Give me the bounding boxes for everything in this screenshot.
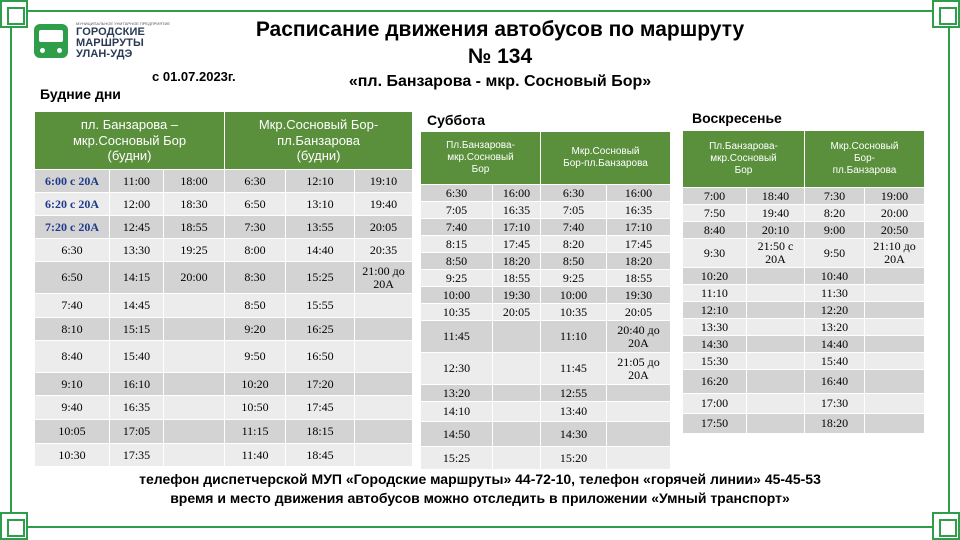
table-cell: [865, 285, 925, 302]
table-cell: 15:40: [110, 341, 164, 373]
table-cell: 12:55: [541, 385, 607, 402]
table-cell: 9:25: [541, 270, 607, 287]
weekday-header-return: Мкр.Сосновый Бор- пл.Банзарова (будни): [225, 112, 413, 170]
table-cell: 11:40: [225, 444, 286, 467]
logo-subtitle: МУНИЦИПАЛЬНОЕ УНИТАРНОЕ ПРЕДПРИЯТИЕ: [76, 21, 171, 26]
logo-line-2: МАРШРУТЫ: [76, 37, 144, 49]
sunday-label: Воскресенье: [692, 110, 782, 126]
table-cell: [607, 385, 671, 402]
table-cell: [747, 414, 805, 434]
table-cell: 14:10: [421, 402, 493, 422]
table-cell: 17:50: [683, 414, 747, 434]
table-cell: 8:50: [541, 253, 607, 270]
table-cell: 8:20: [541, 236, 607, 253]
table-cell: [355, 396, 413, 420]
table-cell: [493, 422, 541, 447]
table-row: [35, 341, 413, 373]
table-row: [421, 353, 671, 385]
table-cell: 20:05: [493, 304, 541, 321]
table-cell: 15:20: [541, 447, 607, 470]
table-cell: [355, 444, 413, 467]
table-row: [35, 239, 413, 262]
table-cell: 19:40: [747, 205, 805, 222]
table-cell: 18:45: [286, 444, 355, 467]
table-cell: 16:20: [683, 370, 747, 394]
table-cell: [164, 294, 225, 318]
table-cell: 6:30: [541, 185, 607, 202]
logo-line-3: УЛАН-УДЭ: [76, 48, 133, 60]
table-cell: 15:30: [683, 353, 747, 370]
table-cell: [747, 370, 805, 394]
table-cell: 14:15: [110, 262, 164, 294]
table-row: [421, 304, 671, 321]
frame-corner-bottom-left: [0, 512, 28, 540]
table-cell: [607, 402, 671, 422]
table-cell: 11:10: [541, 321, 607, 353]
table-cell: 8:50: [225, 294, 286, 318]
table-row: [421, 185, 671, 202]
table-cell: 9:20: [225, 318, 286, 341]
table-cell: 8:40: [683, 222, 747, 239]
table-cell: 8:40: [35, 341, 110, 373]
table-cell: 15:25: [286, 262, 355, 294]
table-cell: 17:45: [493, 236, 541, 253]
table-cell: 17:00: [683, 394, 747, 414]
effective-date: с 01.07.2023г.: [152, 69, 236, 84]
table-row: [35, 262, 413, 294]
table-cell: 6:30: [35, 239, 110, 262]
table-cell: [747, 319, 805, 336]
table-cell: 10:40: [805, 268, 865, 285]
frame-right-line: [948, 0, 950, 540]
table-cell: 20:35: [355, 239, 413, 262]
table-cell: 15:15: [110, 318, 164, 341]
table-cell: 7:30: [805, 188, 865, 205]
table-cell: 16:10: [110, 373, 164, 396]
table-cell: 14:30: [541, 422, 607, 447]
table-cell: 18:20: [607, 253, 671, 270]
table-cell: 6:30: [225, 170, 286, 193]
table-cell: [355, 318, 413, 341]
table-cell: [355, 420, 413, 444]
table-row: [35, 318, 413, 341]
table-row: [421, 236, 671, 253]
table-cell: 20:00: [164, 262, 225, 294]
table-row: [421, 447, 671, 470]
table-cell: [865, 394, 925, 414]
table-cell: 18:15: [286, 420, 355, 444]
table-row: [421, 219, 671, 236]
weekday-header-outbound: пл. Банзарова – мкр.Сосновый Бор (будни): [35, 112, 225, 170]
table-cell: 13:30: [683, 319, 747, 336]
table-cell: [747, 353, 805, 370]
table-row: [421, 253, 671, 270]
table-cell: 6:50: [225, 193, 286, 216]
table-cell: 10:35: [541, 304, 607, 321]
frame-bottom-line: [0, 526, 960, 528]
table-cell: [355, 341, 413, 373]
table-row: [683, 285, 925, 302]
table-cell: 17:10: [493, 219, 541, 236]
table-cell: [747, 336, 805, 353]
table-cell: 12:20: [805, 302, 865, 319]
frame-corner-top-left: [0, 0, 28, 28]
table-cell: 16:40: [805, 370, 865, 394]
logo-text: [76, 27, 145, 60]
table-cell: 18:55: [607, 270, 671, 287]
table-cell: 19:40: [355, 193, 413, 216]
table-cell: 12:30: [421, 353, 493, 385]
table-row: [421, 287, 671, 304]
table-cell: 21:00 до 20А: [355, 262, 413, 294]
table-cell: 10:30: [35, 444, 110, 467]
table-cell: 10:35: [421, 304, 493, 321]
route-name: «пл. Банзарова - мкр. Сосновый Бор»: [348, 73, 652, 90]
table-cell: 10:05: [35, 420, 110, 444]
table-cell: 10:00: [421, 287, 493, 304]
table-cell: 17:35: [110, 444, 164, 467]
table-cell: 8:10: [35, 318, 110, 341]
table-cell: [164, 444, 225, 467]
table-cell: 7:05: [421, 202, 493, 219]
table-cell: 18:20: [493, 253, 541, 270]
table-cell: 17:05: [110, 420, 164, 444]
table-row: [683, 370, 925, 394]
table-cell: 17:45: [286, 396, 355, 420]
table-row: [683, 353, 925, 370]
table-cell: 18:00: [164, 170, 225, 193]
table-cell: 10:00: [541, 287, 607, 304]
table-cell: [355, 294, 413, 318]
table-cell: 18:55: [493, 270, 541, 287]
table-cell: 21:05 до 20А: [607, 353, 671, 385]
frame-left-line: [10, 0, 12, 540]
table-cell: 20:00: [865, 205, 925, 222]
table-cell: 8:00: [225, 239, 286, 262]
table-cell: 9:00: [805, 222, 865, 239]
table-cell: 11:10: [683, 285, 747, 302]
table-cell: [747, 394, 805, 414]
table-cell: [164, 420, 225, 444]
table-cell: 16:50: [286, 341, 355, 373]
table-row: [421, 402, 671, 422]
table-cell: [865, 353, 925, 370]
table-cell: 17:10: [607, 219, 671, 236]
table-cell: 6:50: [35, 262, 110, 294]
table-cell: 16:25: [286, 318, 355, 341]
table-cell: 16:35: [493, 202, 541, 219]
table-cell: 7:30: [225, 216, 286, 239]
table-cell: [747, 302, 805, 319]
table-cell: 12:10: [683, 302, 747, 319]
table-row: [683, 336, 925, 353]
table-cell: 14:50: [421, 422, 493, 447]
table-row: [683, 268, 925, 285]
table-cell: 10:50: [225, 396, 286, 420]
table-row: [683, 239, 925, 268]
table-cell: [865, 268, 925, 285]
logo-line-1: ГОРОДСКИЕ: [76, 26, 145, 38]
table-cell: [607, 447, 671, 470]
table-cell: [164, 396, 225, 420]
table-cell: 7:40: [541, 219, 607, 236]
tracking-app-info: время и место движения автобусов можно отследить в приложении «Умный транспорт»: [170, 490, 790, 506]
table-cell: 18:40: [747, 188, 805, 205]
table-cell: [493, 353, 541, 385]
table-cell: 7:20 с 20А: [35, 216, 110, 239]
table-cell: 8:20: [805, 205, 865, 222]
table-cell: 14:40: [805, 336, 865, 353]
table-cell: [865, 336, 925, 353]
table-cell: [164, 373, 225, 396]
table-cell: [865, 414, 925, 434]
table-row: [35, 193, 413, 216]
table-cell: 9:10: [35, 373, 110, 396]
table-cell: 19:00: [865, 188, 925, 205]
table-row: [683, 222, 925, 239]
table-cell: 16:35: [110, 396, 164, 420]
table-cell: 16:00: [493, 185, 541, 202]
saturday-header-outbound: Пл.Банзарова- мкр.Сосновый Бор: [421, 132, 541, 185]
sunday-header-outbound: Пл.Банзарова- мкр.Сосновый Бор: [683, 131, 805, 188]
table-cell: 11:30: [805, 285, 865, 302]
table-cell: 10:20: [683, 268, 747, 285]
table-cell: 18:55: [164, 216, 225, 239]
sunday-header-return: Мкр.Сосновый Бор- пл.Банзарова: [805, 131, 925, 188]
table-cell: [493, 321, 541, 353]
table-cell: 19:10: [355, 170, 413, 193]
table-cell: 9:25: [421, 270, 493, 287]
table-cell: 14:45: [110, 294, 164, 318]
table-cell: 18:30: [164, 193, 225, 216]
table-row: [421, 202, 671, 219]
table-cell: 6:00 с 20А: [35, 170, 110, 193]
table-cell: 21:50 с 20А: [747, 239, 805, 268]
table-cell: [355, 373, 413, 396]
table-cell: [607, 422, 671, 447]
table-cell: 16:00: [607, 185, 671, 202]
table-cell: 20:05: [607, 304, 671, 321]
table-cell: 13:10: [286, 193, 355, 216]
table-cell: 12:10: [286, 170, 355, 193]
table-cell: [865, 302, 925, 319]
table-cell: [493, 402, 541, 422]
table-cell: 14:40: [286, 239, 355, 262]
table-cell: 10:20: [225, 373, 286, 396]
table-cell: 19:30: [607, 287, 671, 304]
saturday-header-return: Мкр.Сосновый Бор-пл.Банзарова: [541, 132, 671, 185]
table-cell: 8:30: [225, 262, 286, 294]
table-row: [35, 373, 413, 396]
table-row: [421, 321, 671, 353]
table-row: [421, 270, 671, 287]
frame-corner-bottom-right: [932, 512, 960, 540]
table-cell: 20:40 до 20А: [607, 321, 671, 353]
table-cell: 11:45: [421, 321, 493, 353]
table-cell: 17:45: [607, 236, 671, 253]
table-cell: 8:15: [421, 236, 493, 253]
table-cell: 13:30: [110, 239, 164, 262]
page-title: Расписание движения автобусов по маршруту: [255, 18, 745, 41]
table-cell: 9:50: [225, 341, 286, 373]
table-row: [683, 319, 925, 336]
table-cell: 7:40: [421, 219, 493, 236]
table-cell: 9:40: [35, 396, 110, 420]
table-cell: 7:05: [541, 202, 607, 219]
saturday-label: Суббота: [427, 112, 486, 128]
table-row: [683, 394, 925, 414]
table-cell: 19:25: [164, 239, 225, 262]
table-cell: 7:50: [683, 205, 747, 222]
table-cell: 9:30: [683, 239, 747, 268]
table-row: [421, 385, 671, 402]
table-cell: 17:20: [286, 373, 355, 396]
table-row: [683, 302, 925, 319]
table-row: [683, 188, 925, 205]
table-cell: 15:40: [805, 353, 865, 370]
table-row: [421, 422, 671, 447]
table-cell: 9:50: [805, 239, 865, 268]
company-logo: [34, 20, 174, 64]
table-cell: 15:55: [286, 294, 355, 318]
table-cell: 13:40: [541, 402, 607, 422]
table-cell: [747, 268, 805, 285]
frame-top-line: [0, 10, 960, 12]
table-cell: 19:30: [493, 287, 541, 304]
table-cell: 7:00: [683, 188, 747, 205]
table-cell: 11:15: [225, 420, 286, 444]
table-cell: [493, 385, 541, 402]
weekday-label: Будние дни: [40, 86, 121, 102]
table-cell: 8:50: [421, 253, 493, 270]
table-cell: 6:30: [421, 185, 493, 202]
table-cell: 14:30: [683, 336, 747, 353]
table-row: [35, 444, 413, 467]
table-cell: 12:45: [110, 216, 164, 239]
table-cell: 20:05: [355, 216, 413, 239]
table-cell: 18:20: [805, 414, 865, 434]
sunday-schedule-table: [682, 130, 925, 434]
table-cell: 6:20 с 20А: [35, 193, 110, 216]
table-cell: 7:40: [35, 294, 110, 318]
table-cell: 15:25: [421, 447, 493, 470]
table-row: [683, 205, 925, 222]
table-cell: 21:10 до 20А: [865, 239, 925, 268]
dispatcher-phone-info: телефон диспетчерской МУП «Городские маршруты» 44-72-10, телефон «горячей линии» 45-45-53: [139, 471, 821, 487]
table-cell: 20:50: [865, 222, 925, 239]
table-row: [35, 216, 413, 239]
table-cell: 20:10: [747, 222, 805, 239]
frame-corner-top-right: [932, 0, 960, 28]
table-cell: [747, 285, 805, 302]
table-row: [35, 396, 413, 420]
route-number: № 134: [467, 45, 533, 68]
table-cell: [865, 319, 925, 336]
table-cell: 12:00: [110, 193, 164, 216]
table-cell: [164, 318, 225, 341]
bus-icon: [34, 24, 68, 58]
table-cell: 17:30: [805, 394, 865, 414]
table-cell: 13:20: [421, 385, 493, 402]
table-row: [35, 420, 413, 444]
table-cell: [493, 447, 541, 470]
table-cell: [164, 341, 225, 373]
table-cell: 11:45: [541, 353, 607, 385]
table-row: [35, 294, 413, 318]
table-row: [35, 170, 413, 193]
table-cell: 16:35: [607, 202, 671, 219]
saturday-schedule-table: [420, 131, 671, 470]
weekday-schedule-table: [34, 111, 413, 467]
table-cell: 13:20: [805, 319, 865, 336]
table-row: [683, 414, 925, 434]
table-cell: 11:00: [110, 170, 164, 193]
table-cell: [865, 370, 925, 394]
table-cell: 13:55: [286, 216, 355, 239]
